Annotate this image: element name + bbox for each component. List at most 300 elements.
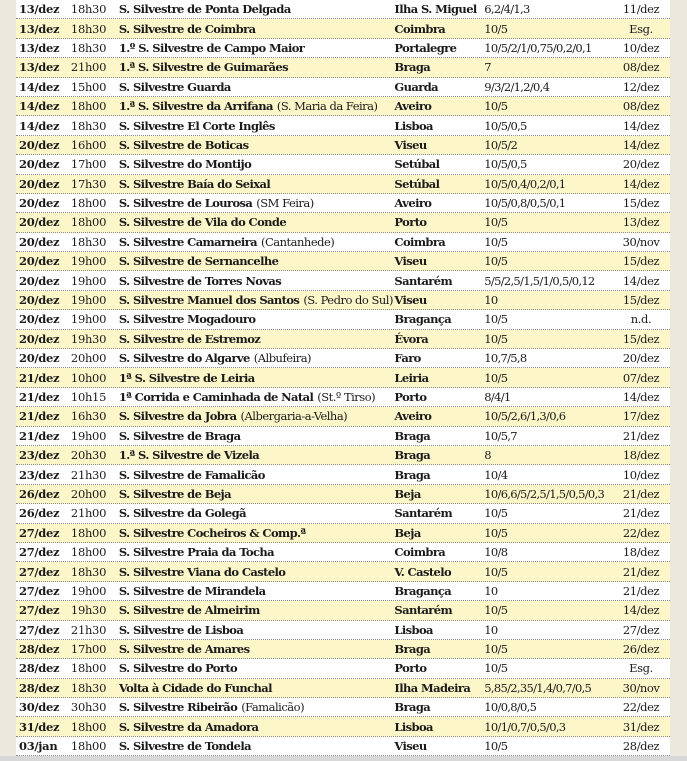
race-title: 1.ª S. Silvestre de Guimarães [118, 60, 288, 75]
race-distances: 10 [484, 622, 498, 637]
race-time: 18h30 [70, 21, 107, 36]
race-title: S. Silvestre Praia da Tocha [118, 545, 274, 560]
registration-deadline: Esg. [629, 661, 653, 676]
race-title: S. Silvestre Mogadouro [118, 312, 256, 327]
race-time: 19h30 [70, 331, 107, 346]
table-row [16, 388, 670, 407]
race-time: 16h30 [70, 409, 107, 424]
race-location-note: (SM Feira) [256, 196, 314, 211]
race-time: 19h00 [70, 583, 107, 598]
race-title: S. Silvestre da Golegã [118, 506, 246, 521]
race-location-note: (S. Pedro do Sul) [303, 293, 393, 308]
race-distances: 10 [484, 293, 498, 308]
race-district: Portalegre [394, 40, 457, 55]
table-row [16, 659, 670, 678]
race-title: S. Silvestre de Vila do Conde [118, 215, 287, 230]
race-title: S. Silvestre da Jobra [118, 409, 237, 424]
race-time: 18h00 [70, 739, 107, 754]
race-title: S. Silvestre Manuel dos Santos [118, 293, 300, 308]
race-name [119, 293, 395, 307]
race-date: 27/dez [19, 564, 60, 579]
race-time: 15h00 [70, 79, 107, 94]
race-title: S. Silvestre de Braga [118, 428, 241, 443]
race-title: S. Silvestre de Tondela [118, 739, 251, 754]
race-district: Santarém [394, 273, 453, 288]
race-name [119, 487, 395, 501]
table-row [16, 291, 670, 310]
race-title: S. Silvestre de Lourosa [118, 196, 253, 211]
race-title: 1ª S. Silvestre de Leiria [118, 370, 255, 385]
race-title: S. Silvestre do Montijo [118, 157, 252, 172]
race-time: 18h00 [70, 545, 107, 560]
table-row [16, 679, 670, 698]
race-title: S. Silvestre de Boticas [118, 137, 249, 152]
race-district: Leiria [394, 370, 429, 385]
race-time: 10h00 [70, 370, 107, 385]
race-title: S. Silvestre Guarda [118, 79, 231, 94]
race-name [119, 196, 395, 210]
race-date: 23/dez [19, 467, 60, 482]
race-title: S. Silvestre do Porto [118, 661, 238, 676]
race-district: Braga [394, 428, 431, 443]
race-date: 13/dez [19, 2, 60, 17]
table-row [16, 175, 670, 194]
race-date: 27/dez [19, 545, 60, 560]
race-district: Aveiro [394, 409, 432, 424]
race-district: Beja [394, 525, 421, 540]
table-row [16, 97, 670, 116]
table-row [16, 116, 670, 135]
race-distances: 10/5/2 [484, 137, 518, 152]
race-distances: 10/5 [484, 603, 508, 618]
race-date: 14/dez [19, 99, 60, 114]
race-title: S. Silvestre de Lisboa [118, 622, 244, 637]
race-name [119, 312, 395, 326]
race-district: Braga [394, 448, 431, 463]
race-name [119, 642, 395, 656]
registration-deadline: 10/dez [622, 40, 660, 55]
race-distances: 10/5 [484, 564, 508, 579]
race-district: Setúbal [394, 176, 440, 191]
table-row [16, 427, 670, 446]
table-row [16, 504, 670, 523]
race-district: Viseu [394, 137, 427, 152]
race-distances: 10/5 [484, 21, 508, 36]
race-title: S. Silvestre Baía do Seixal [118, 176, 271, 191]
race-time: 17h00 [70, 157, 107, 172]
race-name [119, 177, 395, 191]
race-title: S. Silvestre do Algarve [118, 351, 250, 366]
table-row [16, 543, 670, 562]
race-district: Ilha Madeira [394, 680, 471, 695]
race-distances: 10/6,6/5/2,5/1,5/0,5/0,3 [484, 486, 605, 501]
registration-deadline: 08/dez [622, 60, 660, 75]
table-row [16, 19, 670, 38]
race-date: 20/dez [19, 351, 60, 366]
race-name [119, 235, 395, 249]
race-district: Viseu [394, 293, 427, 308]
race-title: S. Silvestre de Sernancelhe [118, 254, 279, 269]
race-name [119, 468, 395, 482]
race-distances: 10/5 [484, 661, 508, 676]
registration-deadline: 21/dez [622, 486, 660, 501]
race-date: 20/dez [19, 273, 60, 288]
race-date: 20/dez [19, 293, 60, 308]
race-distances: 10/5 [484, 254, 508, 269]
registration-deadline: 31/dez [622, 719, 660, 734]
race-title: Volta à Cidade do Funchal [118, 680, 272, 695]
table-row [16, 233, 670, 252]
table-row [16, 39, 670, 58]
race-time: 18h00 [70, 661, 107, 676]
race-name [119, 138, 395, 152]
registration-deadline: 22/dez [622, 700, 660, 715]
registration-deadline: 15/dez [622, 196, 660, 211]
race-name [119, 80, 395, 94]
race-distances: 10/5/0,5 [484, 157, 527, 172]
table-row [16, 465, 670, 484]
registration-deadline: 10/dez [622, 467, 660, 482]
race-time: 20h30 [70, 448, 107, 463]
table-row [16, 601, 670, 620]
race-time: 18h00 [70, 196, 107, 211]
race-date: 21/dez [19, 428, 60, 443]
race-date: 20/dez [19, 157, 60, 172]
registration-deadline: 14/dez [622, 118, 660, 133]
race-title: S. Silvestre de Ponta Delgada [118, 2, 291, 17]
race-distances: 10/5 [484, 312, 508, 327]
table-row [16, 717, 670, 736]
race-district: Santarém [394, 506, 453, 521]
race-location-note: (Cantanhede) [261, 234, 335, 249]
table-row [16, 349, 670, 368]
race-date: 20/dez [19, 254, 60, 269]
registration-deadline: 21/dez [622, 583, 660, 598]
race-name [119, 603, 395, 617]
race-date: 20/dez [19, 176, 60, 191]
race-name [119, 661, 395, 675]
race-title: S. Silvestre de Torres Novas [118, 273, 282, 288]
race-name [119, 720, 395, 734]
table-row [16, 155, 670, 174]
race-distances: 10/5 [484, 642, 508, 657]
race-district: Braga [394, 700, 431, 715]
race-date: 27/dez [19, 622, 60, 637]
race-name [119, 390, 395, 404]
race-date: 26/dez [19, 506, 60, 521]
race-name [119, 565, 395, 579]
race-location-note: (Famalicão) [241, 700, 305, 715]
race-distances: 10/5 [484, 739, 508, 754]
race-time: 21h00 [70, 506, 107, 521]
race-time: 19h00 [70, 428, 107, 443]
race-name [119, 409, 395, 423]
race-distances: 8/4/1 [484, 390, 511, 404]
registration-deadline: 26/dez [622, 642, 660, 657]
registration-deadline: Esg. [629, 21, 653, 36]
table-row [16, 485, 670, 504]
table-row [16, 407, 670, 426]
table-row [16, 0, 670, 19]
race-district: Coimbra [394, 234, 446, 249]
race-distances: 5/5/2,5/1,5/1/0,5/0,12 [484, 273, 595, 288]
race-date: 27/dez [19, 525, 60, 540]
race-name [119, 681, 395, 695]
race-name [119, 700, 395, 714]
race-title: S. Silvestre de Amares [118, 642, 250, 657]
race-distances: 10,7/5,8 [484, 351, 527, 366]
race-date: 20/dez [19, 234, 60, 249]
race-title: S. Silvestre de Beja [118, 486, 231, 501]
race-date: 13/dez [19, 21, 60, 36]
table-row [16, 640, 670, 659]
race-district: Santarém [394, 603, 453, 618]
race-title: S. Silvestre da Amadora [118, 719, 259, 734]
race-district: Setúbal [394, 157, 440, 172]
race-district: Évora [394, 331, 429, 346]
race-name [119, 119, 395, 133]
race-title: S. Silvestre de Almeirim [118, 603, 260, 618]
race-district: Aveiro [394, 196, 432, 211]
table-row [16, 213, 670, 232]
table-row [16, 271, 670, 290]
race-date: 28/dez [19, 642, 60, 657]
race-distances: 10/5/0,5 [484, 118, 527, 133]
race-distances: 10/4 [484, 467, 508, 482]
race-date: 13/dez [19, 40, 60, 55]
registration-deadline: 27/dez [622, 622, 660, 637]
registration-deadline: 22/dez [622, 525, 660, 540]
race-district: Braga [394, 60, 431, 75]
table-row [16, 58, 670, 77]
race-name [119, 584, 395, 598]
race-time: 18h30 [70, 118, 107, 133]
race-title: 1.ª S. Silvestre de Vizela [118, 448, 260, 463]
race-time: 30h30 [70, 700, 107, 715]
race-district: V. Castelo [394, 564, 452, 579]
race-distances: 10/5/2,6/1,3/0,6 [484, 409, 566, 424]
table-row [16, 698, 670, 717]
race-name [119, 2, 395, 16]
race-name [119, 526, 395, 540]
race-title: S. Silvestre de Estremoz [118, 331, 261, 346]
race-time: 19h30 [70, 603, 107, 618]
race-district: Braga [394, 642, 431, 657]
race-distances: 10/0,8/0,5 [484, 700, 537, 715]
race-date: 03/jan [19, 739, 58, 754]
registration-deadline: 14/dez [622, 390, 660, 404]
race-location-note: (St.º Tirso) [317, 390, 376, 404]
race-distances: 10 [484, 583, 498, 598]
registration-deadline: 11/dez [622, 2, 660, 17]
race-name [119, 429, 395, 443]
registration-deadline: 15/dez [622, 331, 660, 346]
race-name [119, 506, 395, 520]
table-row [16, 78, 670, 97]
race-name [119, 351, 395, 365]
race-time: 20h00 [70, 351, 107, 366]
race-date: 21/dez [19, 409, 60, 424]
race-distances: 10/5/2/1/0,75/0,2/0,1 [484, 40, 592, 55]
race-distances: 10/5 [484, 506, 508, 521]
registration-deadline: 14/dez [622, 273, 660, 288]
race-date: 28/dez [19, 661, 60, 676]
registration-deadline: 14/dez [622, 176, 660, 191]
race-time: 19h00 [70, 293, 107, 308]
race-calendar-table [16, 0, 670, 756]
registration-deadline: 20/dez [622, 351, 660, 366]
race-title: S. Silvestre Ribeirão [118, 700, 238, 715]
race-name [119, 22, 395, 36]
race-location-note: (S. Maria da Feira) [276, 99, 378, 114]
race-distances: 10/5 [484, 370, 508, 385]
race-name [119, 371, 395, 385]
race-title: S. Silvestre Camarneira [118, 234, 257, 249]
race-district: Porto [394, 661, 427, 676]
race-time: 19h00 [70, 312, 107, 327]
race-distances: 7 [484, 60, 491, 75]
race-distances: 10/5 [484, 331, 508, 346]
race-distances: 10/5 [484, 99, 508, 114]
race-date: 14/dez [19, 118, 60, 133]
race-name [119, 623, 395, 637]
race-time: 17h00 [70, 642, 107, 657]
registration-deadline: 21/dez [622, 564, 660, 579]
race-time: 21h30 [70, 467, 107, 482]
race-title: S. Silvestre Viana do Castelo [118, 564, 286, 579]
race-date: 20/dez [19, 137, 60, 152]
registration-deadline: 21/dez [622, 506, 660, 521]
race-time: 18h00 [70, 525, 107, 540]
race-date: 23/dez [19, 448, 60, 463]
registration-deadline: 13/dez [622, 215, 660, 230]
race-distances: 10/8 [484, 545, 508, 560]
race-district: Beja [394, 486, 421, 501]
race-date: 21/dez [19, 390, 60, 404]
race-title: S. Silvestre de Coimbra [118, 21, 256, 36]
race-date: 30/dez [19, 700, 60, 715]
race-distances: 9/3/2/1,2/0,4 [484, 79, 550, 94]
race-date: 27/dez [19, 603, 60, 618]
race-time: 18h00 [70, 99, 107, 114]
race-district: Coimbra [394, 545, 446, 560]
race-name [119, 41, 395, 55]
page-right-margin [670, 0, 687, 761]
race-district: Coimbra [394, 21, 446, 36]
registration-deadline: 30/nov [622, 680, 660, 695]
race-time: 10h15 [70, 390, 107, 404]
registration-deadline: 15/dez [622, 254, 660, 269]
table-row [16, 136, 670, 155]
race-date: 31/dez [19, 719, 60, 734]
table-row [16, 737, 670, 756]
race-date: 20/dez [19, 196, 60, 211]
race-date: 13/dez [19, 60, 60, 75]
race-name [119, 332, 395, 346]
race-time: 18h30 [70, 564, 107, 579]
race-distances: 10/5 [484, 234, 508, 249]
table-row [16, 524, 670, 543]
race-name [119, 254, 395, 268]
registration-deadline: 21/dez [622, 428, 660, 443]
race-name [119, 60, 395, 74]
race-date: 27/dez [19, 583, 60, 598]
race-name [119, 545, 395, 559]
page-left-margin [0, 0, 16, 761]
race-date: 14/dez [19, 79, 60, 94]
race-title: S. Silvestre de Mirandela [118, 583, 266, 598]
race-district: Aveiro [394, 99, 432, 114]
race-time: 18h30 [70, 234, 107, 249]
race-date: 26/dez [19, 486, 60, 501]
race-time: 21h00 [70, 60, 107, 75]
race-district: Faro [394, 351, 421, 366]
race-distances: 10/1/0,7/0,5/0,3 [484, 719, 566, 734]
race-district: Bragança [394, 583, 452, 598]
registration-deadline: 17/dez [622, 409, 660, 424]
race-distances: 10/5 [484, 525, 508, 540]
race-time: 16h00 [70, 137, 107, 152]
race-date: 28/dez [19, 680, 60, 695]
race-date: 20/dez [19, 215, 60, 230]
registration-deadline: 20/dez [622, 157, 660, 172]
race-date: 21/dez [19, 370, 60, 385]
table-row [16, 562, 670, 581]
race-title: 1.ª S. Silvestre da Arrifana [118, 99, 273, 114]
registration-deadline: 15/dez [622, 293, 660, 308]
registration-deadline: 08/dez [622, 99, 660, 114]
race-time: 18h30 [70, 2, 107, 17]
race-district: Viseu [394, 254, 427, 269]
race-title: S. Silvestre El Corte Inglês [118, 118, 275, 133]
race-location-note: (Albergaria-a-Velha) [240, 409, 348, 424]
race-time: 19h00 [70, 273, 107, 288]
race-distances: 10/5/0,8/0,5/0,1 [484, 196, 566, 211]
race-district: Ilha S. Miguel [394, 2, 477, 17]
page-bottom-edge [0, 756, 687, 761]
race-district: Porto [394, 215, 427, 230]
race-name [119, 215, 395, 229]
race-title: S. Silvestre de Famalicão [118, 467, 265, 482]
race-distances: 5,85/2,35/1,4/0,7/0,5 [484, 680, 592, 695]
race-time: 20h00 [70, 486, 107, 501]
registration-deadline: 30/nov [622, 234, 660, 249]
table-row [16, 194, 670, 213]
race-distances: 6,2/4/1,3 [484, 2, 530, 17]
table-row [16, 368, 670, 387]
registration-deadline: 07/dez [622, 370, 660, 385]
registration-deadline: 14/dez [622, 603, 660, 618]
race-district: Viseu [394, 739, 427, 754]
race-date: 20/dez [19, 331, 60, 346]
race-title: 1.º S. Silvestre de Campo Maior [118, 40, 305, 55]
race-district: Lisboa [394, 622, 433, 637]
race-time: 18h30 [70, 40, 107, 55]
race-time: 18h00 [70, 215, 107, 230]
race-district: Porto [394, 390, 427, 404]
race-distances: 10/5 [484, 215, 508, 230]
race-time: 17h30 [70, 176, 107, 191]
registration-deadline: 12/dez [622, 79, 660, 94]
table-row [16, 330, 670, 349]
race-time: 18h00 [70, 719, 107, 734]
race-name [119, 274, 395, 288]
registration-deadline: 18/dez [622, 545, 660, 560]
registration-deadline: 28/dez [622, 739, 660, 754]
race-title: 1ª Corrida e Caminhada de Natal [118, 390, 314, 404]
race-district: Lisboa [394, 118, 433, 133]
table-row [16, 310, 670, 329]
